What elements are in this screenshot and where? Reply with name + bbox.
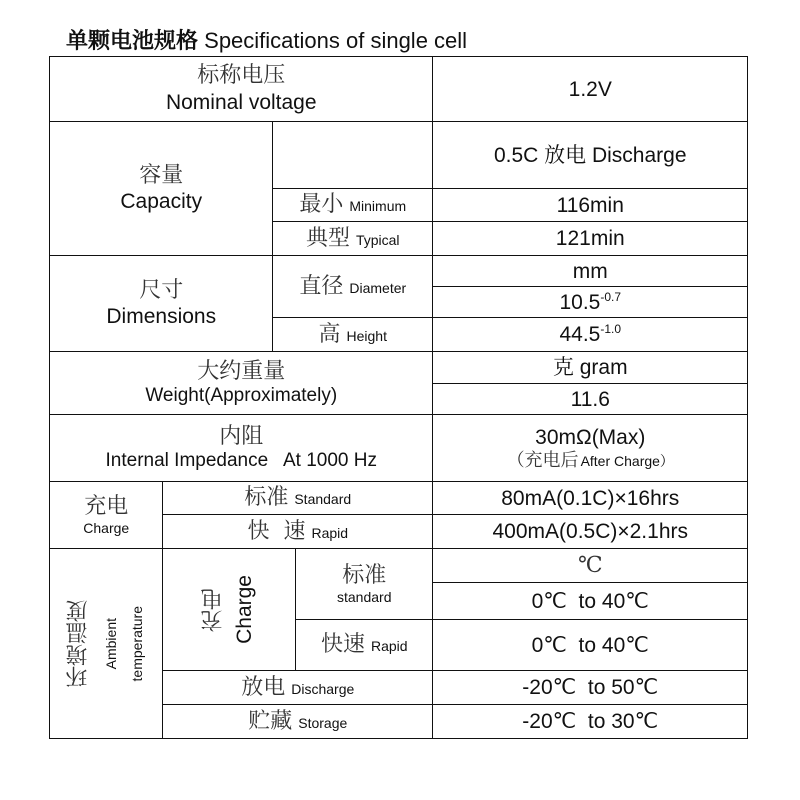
height-value <box>432 317 748 352</box>
label-en: standard <box>337 589 392 606</box>
diameter-label <box>272 255 433 318</box>
value: 11.6 <box>570 387 610 411</box>
capacity-typical-value <box>432 221 748 256</box>
label-zh: 最小 <box>299 192 344 218</box>
label-zh: 放电 <box>241 674 286 700</box>
weight-value <box>432 383 748 415</box>
value: 116min <box>556 193 624 217</box>
impedance-label <box>49 414 433 482</box>
label-zh: 快速 <box>320 632 365 658</box>
label-en: Standard <box>294 491 352 508</box>
label-en: Storage <box>298 714 348 731</box>
dimensions-label <box>49 255 273 352</box>
temperature-standard-label <box>295 548 433 620</box>
label-en-1: Ambient <box>102 618 119 670</box>
temperature-charge-label <box>162 548 296 671</box>
temperature-discharge-value <box>432 670 748 705</box>
value: -20℃ to 30℃ <box>522 710 659 734</box>
temperature-label <box>49 548 163 739</box>
value: mm <box>572 259 608 283</box>
label-en: Discharge <box>291 680 355 697</box>
label-zh: 典型 <box>305 225 350 251</box>
nominal-voltage-label <box>49 56 433 122</box>
label-zh: 容量 <box>139 162 184 188</box>
value: 80mA(0.1C)×16hrs <box>501 486 680 510</box>
label-zh: 快 速 <box>247 518 306 544</box>
value: 10.5 <box>559 290 601 314</box>
label-en: Typical <box>355 231 400 248</box>
label-en: Minimum <box>349 198 407 215</box>
label-zh: 贮藏 <box>248 708 293 734</box>
label-en: Nominal voltage <box>165 90 317 114</box>
tolerance: -1.0 <box>600 322 622 337</box>
title-en: Specifications of single cell <box>204 28 468 53</box>
capacity-typical-label <box>272 221 433 256</box>
title-zh: 单颗电池规格 <box>66 28 199 53</box>
label-en: Diameter <box>349 279 407 296</box>
value: 0℃ to 40℃ <box>531 633 649 657</box>
impedance-value <box>432 414 748 482</box>
value: 121min <box>555 227 625 251</box>
label-zh: 标准 <box>244 485 289 511</box>
value: 0.5C 放电 Discharge <box>493 143 687 167</box>
diameter-value <box>432 286 748 318</box>
label-zh: 尺寸 <box>139 277 184 303</box>
label-zh: 直径 <box>299 273 344 299</box>
note-en: After Charge） <box>580 453 674 470</box>
label-zh: 高 <box>318 321 341 347</box>
temperature-rapid-value <box>432 619 748 671</box>
label-en: Charge <box>83 520 130 537</box>
weight-label <box>49 351 433 415</box>
temperature-storage-value <box>432 704 748 739</box>
dimensions-unit <box>432 255 748 287</box>
charge-standard-value <box>432 481 748 515</box>
label-zh: 大约重量 <box>197 358 286 384</box>
label-en: Internal Impedance At 1000 Hz <box>105 450 377 472</box>
label-en: Rapid <box>370 638 408 655</box>
value: 0℃ to 40℃ <box>531 589 649 613</box>
document-title <box>66 24 467 55</box>
value: 400mA(0.5C)×2.1hrs <box>492 520 688 544</box>
label-zh: 充电 <box>201 587 227 632</box>
label-en: Capacity <box>120 190 203 214</box>
label-zh: 充电 <box>84 493 129 519</box>
temperature-discharge-label <box>162 670 433 705</box>
label-en: Weight(Approximately) <box>145 385 338 407</box>
weight-unit <box>432 351 748 384</box>
capacity-label <box>49 121 273 256</box>
temperature-standard-value <box>432 582 748 620</box>
label-en-2: temperature <box>129 606 146 682</box>
tolerance: -0.7 <box>600 289 622 304</box>
capacity-minimum-label <box>272 188 433 222</box>
value: 30mΩ(Max) <box>535 425 646 449</box>
height-label <box>272 317 433 352</box>
nominal-voltage-value <box>432 56 748 122</box>
label-zh: 内阻 <box>219 423 264 449</box>
charge-standard-label <box>162 481 433 515</box>
value: 44.5 <box>559 323 601 347</box>
charge-label <box>49 481 163 549</box>
label-en: Height <box>346 327 387 344</box>
value: -20℃ to 50℃ <box>522 676 659 700</box>
value: ℃ <box>577 552 603 578</box>
capacity-blank <box>272 121 433 189</box>
label-zh: 标准 <box>342 562 387 588</box>
label-zh: 标称电压 <box>197 63 286 89</box>
temperature-rapid-label <box>295 619 433 671</box>
label-en: Rapid <box>311 524 349 541</box>
value: 1.2V <box>568 77 612 101</box>
value: 克 gram <box>552 356 628 380</box>
capacity-header <box>432 121 748 189</box>
temperature-unit <box>432 548 748 583</box>
label-en: Charge <box>232 575 256 645</box>
label-zh: 环境温度 <box>66 599 92 688</box>
note-zh: （充电后 <box>506 450 579 472</box>
temperature-storage-label <box>162 704 433 739</box>
label-en: Dimensions <box>106 305 217 329</box>
charge-rapid-label <box>162 514 433 549</box>
charge-rapid-value <box>432 514 748 549</box>
capacity-minimum-value <box>432 188 748 222</box>
